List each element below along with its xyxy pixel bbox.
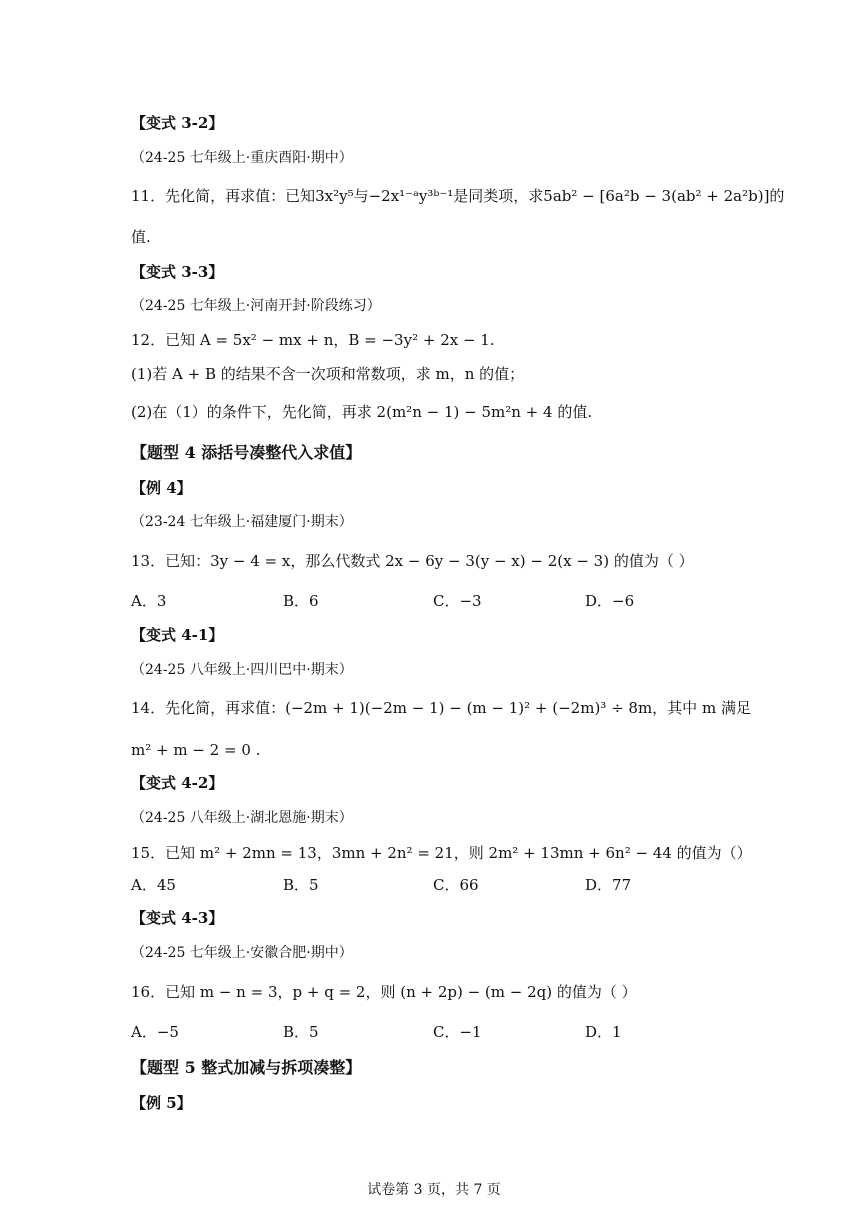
variant-3-3-label: 【变式 3-3】 — [131, 263, 224, 281]
source-3-2: （24-25 七年级上·重庆酉阳·期中） — [131, 150, 353, 166]
option-c: C．66 — [433, 876, 479, 894]
option-a: A．3 — [131, 592, 167, 610]
option-d: D．1 — [585, 1023, 622, 1041]
source-4-3: （24-25 七年级上·安徽合肥·期中） — [131, 945, 353, 961]
option-b: B．6 — [283, 592, 319, 610]
example-5-label: 【例 5】 — [131, 1094, 192, 1112]
source-4-2: （24-25 八年级上·湖北恩施·期末） — [131, 810, 353, 826]
option-c: C．−1 — [433, 1023, 482, 1041]
source-3-3: （24-25 七年级上·河南开封·阶段练习） — [131, 298, 381, 314]
question-11-cont: 值. — [131, 228, 151, 246]
option-d: D．77 — [585, 876, 632, 894]
question-14: 14．先化简，再求值：(−2m + 1)(−2m − 1) − (m − 1)² + (−2m)³ ÷ 8m，其中 m 满足 — [131, 699, 751, 717]
question-14-cont: m² + m − 2 = 0 . — [131, 741, 261, 759]
variant-3-2-label: 【变式 3-2】 — [131, 114, 224, 132]
section-heading-4: 【题型 4 添括号凑整代入求值】 — [131, 443, 362, 462]
section-heading-5: 【题型 5 整式加减与拆项凑整】 — [131, 1058, 362, 1077]
variant-4-1-label: 【变式 4-1】 — [131, 626, 224, 644]
option-d: D．−6 — [585, 592, 635, 610]
variant-4-3-label: 【变式 4-3】 — [131, 909, 224, 927]
option-b: B．5 — [283, 1023, 319, 1041]
question-13: 13．已知：3y − 4 = x，那么代数式 2x − 6y − 3(y − x) − 2(x − 3) 的值为（ ） — [131, 552, 694, 570]
source-example-4: （23-24 七年级上·福建厦门·期末） — [131, 514, 353, 530]
example-4-label: 【例 4】 — [131, 479, 192, 497]
question-12-part1: (1)若 A + B 的结果不含一次项和常数项，求 m，n 的值； — [131, 365, 525, 383]
question-11: 11．先化简，再求值：已知3x²y⁵与−2x¹⁻ᵃy³ᵇ⁻¹是同类项，求5ab² − [6a²b − 3(ab² + 2a²b)]的 — [131, 187, 785, 205]
question-16: 16．已知 m − n = 3，p + q = 2，则 (n + 2p) − (m − 2q) 的值为（ ） — [131, 983, 637, 1001]
variant-4-2-label: 【变式 4-2】 — [131, 774, 224, 792]
source-4-1: （24-25 八年级上·四川巴中·期末） — [131, 662, 353, 678]
question-12-part2: (2)在（1）的条件下，先化简，再求 2(m²n − 1) − 5m²n + 4 的值. — [131, 403, 593, 421]
option-a: A．−5 — [131, 1023, 179, 1041]
option-c: C．−3 — [433, 592, 482, 610]
question-12: 12．已知 A = 5x² − mx + n，B = −3y² + 2x − 1. — [131, 331, 495, 349]
page-footer: 试卷第 3 页，共 7 页 — [367, 1182, 501, 1198]
option-a: A．45 — [131, 876, 176, 894]
option-b: B．5 — [283, 876, 319, 894]
question-15: 15．已知 m² + 2mn = 13，3mn + 2n² = 21，则 2m² + 13mn + 6n² − 44 的值为（） — [131, 844, 752, 862]
